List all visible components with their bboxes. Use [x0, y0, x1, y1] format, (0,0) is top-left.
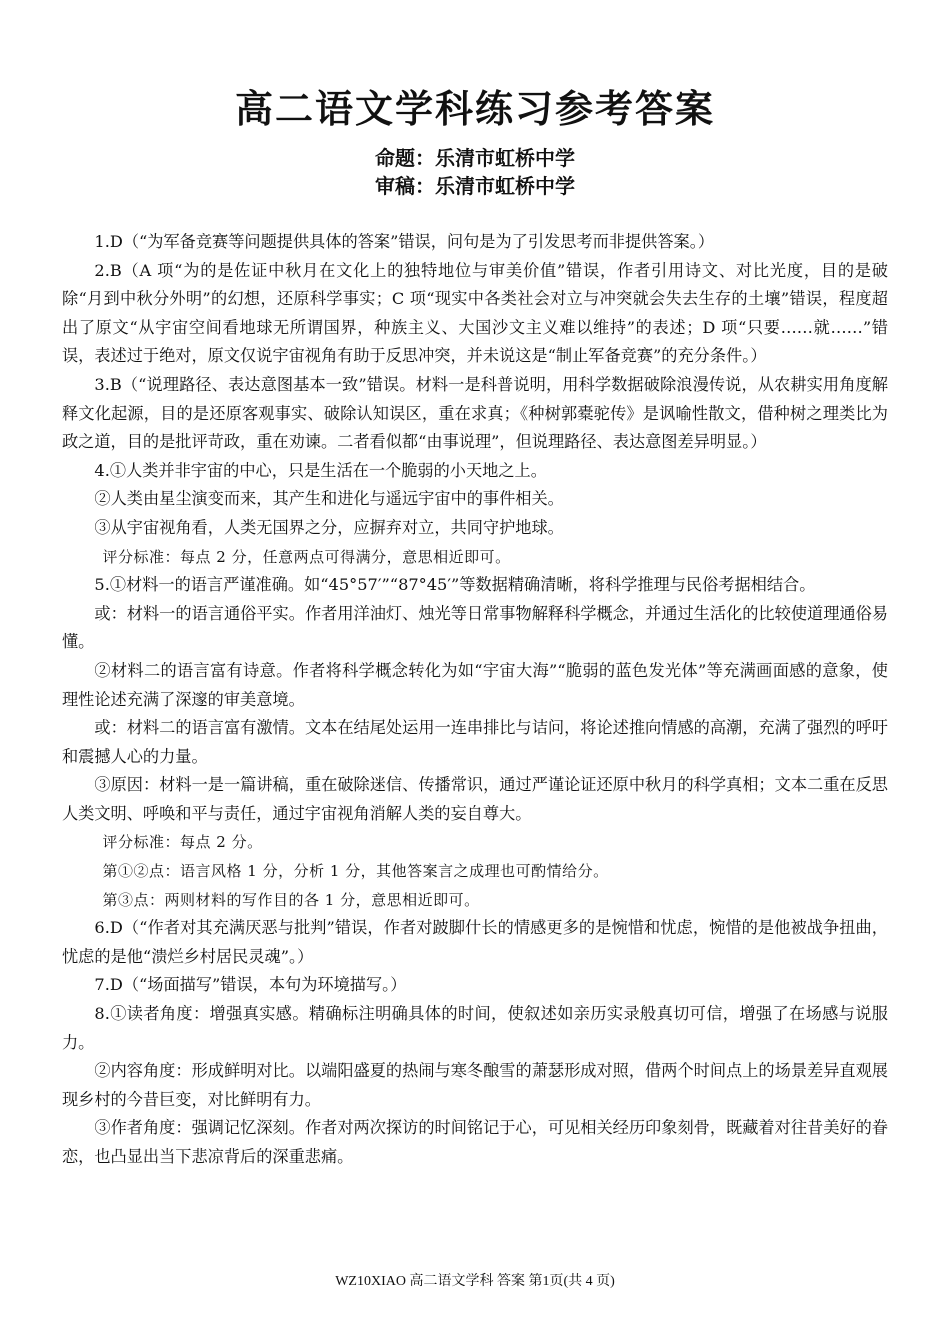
answer-content: [62, 228, 888, 1172]
answer-q6: 6.D（“作者对其充满厌恶与批判”错误，作者对跛脚什长的情感更多的是惋惜和忧虑，惋惜的是他被战争扭曲，忧虑的是他“溃烂乡村居民灵魂”。）: [62, 918, 888, 966]
answer-q5-point2: ②材料二的语言富有诗意。作者将科学概念转化为如“宇宙大海”“脆弱的蓝色发光体”等充满画面感的意象，使理性论述充满了深邃的审美意境。: [62, 660, 888, 709]
answer-q4-point1: 4.①人类并非宇宙的中心，只是生活在一个脆弱的小天地之上。: [94, 460, 547, 480]
q5-scoring-point12: 第①②点：语言风格 1 分，分析 1 分，其他答案言之成理也可酌情给分。: [102, 862, 609, 881]
answer-q8-point1: 8.①读者角度：增强真实感。精确标注明确具体的时间，使叙述如亲历实录般真切可信，增强了在场感与说服力。: [62, 1004, 888, 1052]
answer-q7: 7.D（“场面描写”错误，本句为环境描写。）: [94, 975, 407, 995]
answer-q5-point1-alt: 或：材料一的语言通俗平实。作者用洋油灯、烛光等日常事物解释科学概念，并通过生活化的比较使道理通俗易懂。: [62, 603, 888, 652]
q4-scoring-standard: 评分标准：每点 2 分，任意两点可得满分，意思相近即可。: [102, 547, 511, 566]
answer-q1: 1.D（“为军备竞赛等问题提供具体的答案”错误，问句是为了引发思考而非提供答案。）: [94, 232, 715, 251]
reviewer-line: 审稿：乐清市虹桥中学: [375, 174, 575, 198]
answer-q8-point2: ②内容角度：形成鲜明对比。以端阳盛夏的热闹与寒冬酿雪的萧瑟形成对照，借两个时间点上的场景差异直观展现乡村的今昔巨变，对比鲜明有力。: [62, 1061, 888, 1109]
answer-q5-point2-alt: 或：材料二的语言富有激情。文本在结尾处运用一连串排比与诘问，将论述推向情感的高潮，充满了强烈的呼吁和震撼人心的力量。: [62, 718, 888, 766]
answer-q2: 2.B（A 项“为的是佐证中秋月在文化上的独特地位与审美价值”错误，作者引用诗文、对比光度，目的是破除“月到中秋分外明”的幻想，还原科学事实；C 项“现实中各类社会对立与冲突就会失去生存的土壤”错误，程度超出了原文“从宇宙空间看地球无所谓国界，种族主义、大国沙文主义难以维持”的表述；D 项“只要……就……”错误，表述过于绝对，原文仅说宇宙视角有助于反思冲突，并未说这是“制止军备竞赛”的充分条件。）: [62, 260, 888, 366]
answer-q3: 3.B（“说理路径、表达意图基本一致”错误。材料一是科普说明，用科学数据破除浪漫传说，从农耕实用角度解释文化起源，目的是还原客观事实、破除认知误区，重在求真；《种树郭橐驼传》是讽喻性散文，借种树之理类比为政之道，目的是批评苛政，重在劝谏。二者看似都“由事说理”，但说理路径、表达意图差异明显。）: [62, 374, 888, 452]
answer-q5-point3: ③原因：材料一是一篇讲稿，重在破除迷信、传播常识，通过严谨论证还原中秋月的科学真相；文本二重在反思人类文明、呼唤和平与责任，通过宇宙视角消解人类的妄自尊大。: [62, 775, 888, 823]
q5-scoring-standard: 评分标准：每点 2 分。: [102, 833, 263, 852]
answer-q8-point3: ③作者角度：强调记忆深刻。作者对两次探访的时间铭记于心，可见相关经历印象刻骨，既藏着对往昔美好的眷恋，也凸显出当下悲凉背后的深重悲痛。: [62, 1118, 888, 1166]
answer-q4-point2: ②人类由星尘演变而来，其产生和进化与遥远宇宙中的事件相关。: [94, 489, 564, 509]
answer-q4-point3: ③从宇宙视角看，人类无国界之分，应摒弃对立，共同守护地球。: [94, 517, 564, 537]
proposer-line: 命题：乐清市虹桥中学: [375, 146, 575, 170]
page-footer: WZ10XIAO 高二语文学科 答案 第1页(共 4 页): [335, 1274, 615, 1289]
answer-q5-point1: 5.①材料一的语言严谨准确。如“45°57′”“87°45′”等数据精确清晰，将科学推理与民俗考据相结合。: [94, 575, 816, 595]
page-title: 高二语文学科练习参考答案: [234, 86, 715, 131]
q5-scoring-point3: 第③点：两则材料的写作目的各 1 分，意思相近即可。: [102, 890, 480, 909]
